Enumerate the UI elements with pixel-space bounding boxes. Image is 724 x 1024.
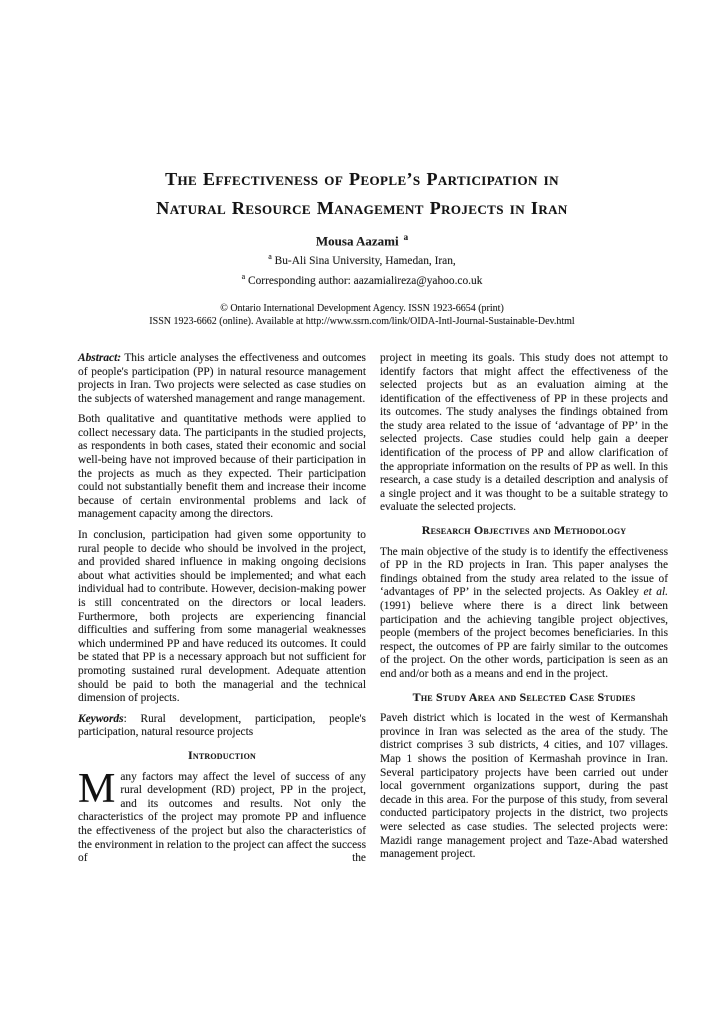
methodology-text-2: (1991) believe where there is a direct link between participation and the achieving tangible project objectives, people (members of the project becomes beneficiaries. In this respect, the outcomes of PP are fairly similar to the outcomes of the project. On the other words, participation is seen as an end and/or both as a means and end in the project. [380,600,668,680]
continuation-paragraph: project in meeting its goals. This study does not attempt to identify factors that might affect the effectiveness of the selected projects but as an evaluation aiming at the identification of the effectiveness of PP in these projects and its outcomes. The study analyses the findings obtained from the study area related to the issue of ‘advantage of PP’ in the selected projects. Case studies could help gain a deeper identification of the process of PP and allow clarification of the appropriate information on the results of PP as well. In this research, a case study is a detailed description and analysis of a single project and it was thought to be a suitable strategy to evaluate the selected projects. [380,351,668,514]
abstract-paragraph-2: Both qualitative and quantitative methods were applied to collect necessary data. The participants in the studied projects, as respondents in both cases, stated their economic and social well-being have not improved because of their participation in the projects as much as they expected. Their participation could not substantially benefit them and increase their income because of certain environmental problems and lack of management capacity among the directors. [78,413,366,521]
introduction-heading: Introduction [188,747,256,762]
author-line [0,232,724,249]
correspondence-text: Corresponding author: aazamialireza@yahoo.co.uk [245,274,483,287]
affiliation-line [0,249,724,269]
left-column [78,352,366,873]
publisher-line-2: ISSN 1923-6662 (online). Available at http://www.ssrn.com/link/OIDA-Intl-Journal-Sustainable-Dev.html [149,315,575,327]
abstract-paragraph-1 [78,352,366,406]
right-column [380,352,668,873]
et-al-citation: et al. [643,586,668,599]
paper-header [0,0,724,328]
abstract-paragraph-3: In conclusion, participation had given some opportunity to rural people to decide who should be involved in the project, and provided shared influence in making ongoing decisions about what activities should be implemented; and what each individual had to contribute. However, decision-making power is still concentrated on the directors or local leaders. Furthermore, both projects are experiencing financial difficulties and suffering from some managerial weaknesses which undermined PP and have reduced its outcomes. It could be stated that PP is a necessary approach but not sufficient for promoting sustained rural development. Adequate attention should be paid to both the managerial and the technical dimension of projects. [78,529,366,705]
author-name: Mousa Aazami [315,233,399,249]
correspondence-superscript: a [241,272,246,282]
keywords-text: : Rural development, participation, people's participation, natural resource projects [78,712,366,739]
two-column-body [78,352,668,873]
study-area-heading: The Study Area and Selected Case Studies [412,689,636,704]
keywords-label: Keywords [78,712,124,725]
author-superscript: a [403,232,409,242]
research-objectives-heading: Research Objectives and Methodology [421,523,627,538]
affiliation-superscript: a [268,252,272,262]
title-line-2: Natural Resource Management Projects in Iran [156,198,568,218]
correspondence-line [0,269,724,289]
affiliation-text: Bu-Ali Sina University, Hamedan, Iran, [271,255,456,268]
publisher-block [0,302,724,328]
methodology-text-1: The main objective of the study is to identify the effectiveness of PP in the RD projects in Iran. This paper analyses the findings obtained from the study area related to the issue of ‘advantages of PP’ in the selected projects. As Oakley [380,545,668,599]
introduction-paragraph [78,765,366,866]
abstract-label: Abstract: [78,351,122,364]
abstract-p1-text: This article analyses the effectiveness and outcomes of people's participation (PP) in natural resource management projects in Iran. Two projects were selected as case studies on the subjects of watershed management and range management. [78,351,366,405]
methodology-paragraph [380,546,668,682]
publisher-line-1: © Ontario International Development Agency. ISSN 1923-6654 (print) [220,302,504,314]
keywords-paragraph [78,713,366,740]
paper-title [0,165,724,223]
study-area-paragraph: Paveh district which is located in the west of Kermanshah province in Iran was selected as the area of the study. The district comprises 3 sub districts, 4 cities, and 107 villages. Map 1 shows the position of Kermashah province in Iran. Several participatory projects have been carried out under local government organizations support, during the past decade in this area. For the purpose of this study, from several conducted participatory projects in the district, two projects were selected as case studies. The selected projects were: Mazidi range management project and Taze-Abad watershed management project. [380,712,668,861]
title-line-1: The Effectiveness of People’s Participation in [165,169,559,189]
introduction-text: any factors may affect the level of success of any rural development (RD) project, PP in the project, and its outcomes and results. Not only the characteristics of the project may promote PP and influence the effectiveness of the project but also the characteristics of the environment in relation to the project can affect the success of the [78,770,366,865]
drop-cap: M [78,765,116,812]
